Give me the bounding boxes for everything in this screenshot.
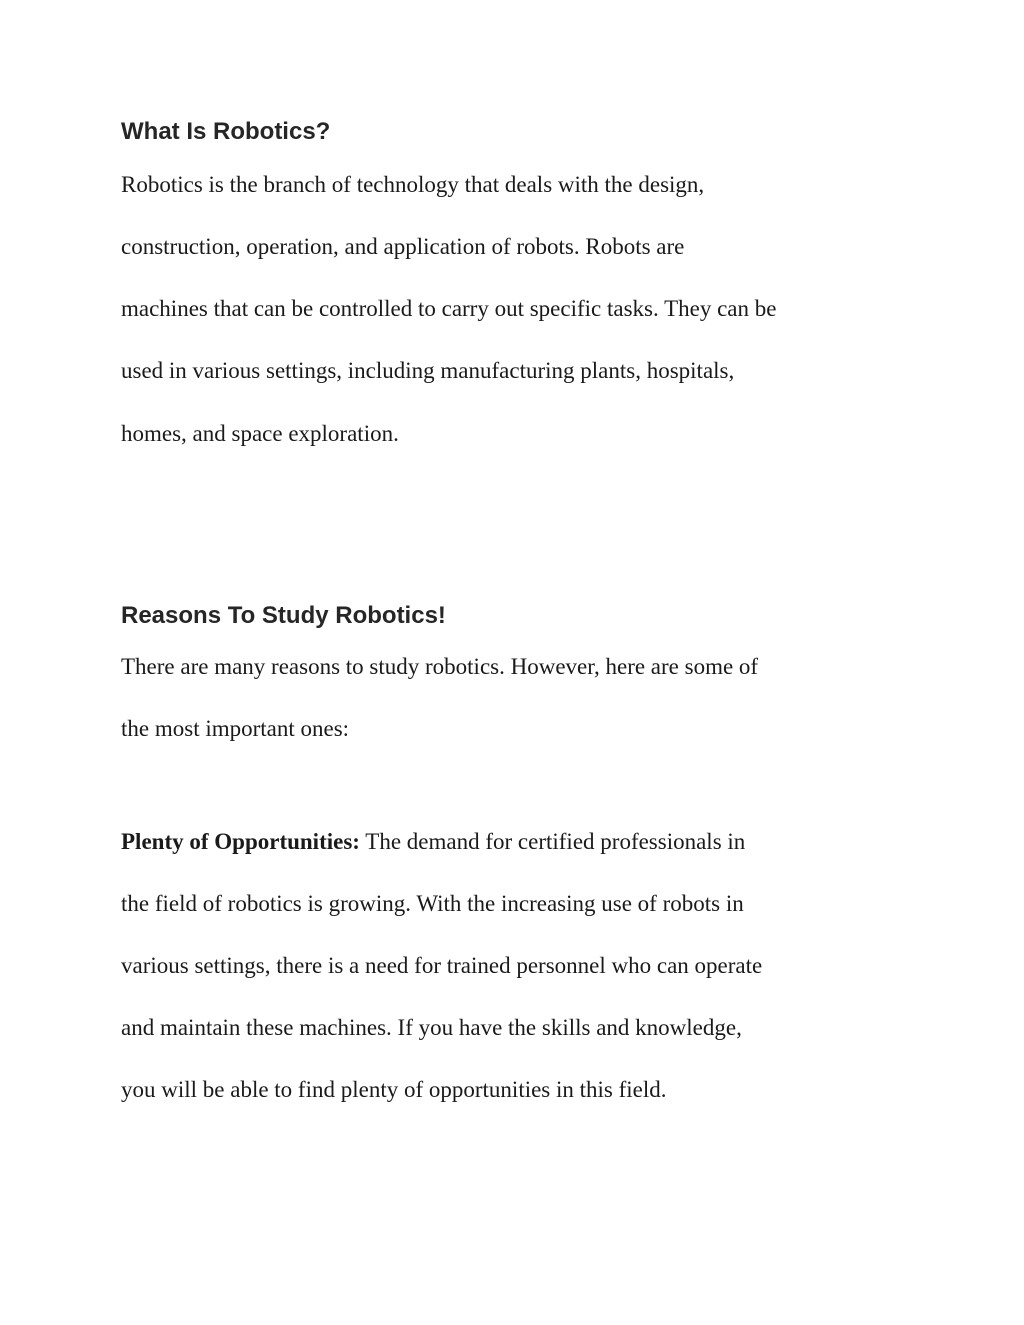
paragraph-line: homes, and space exploration.: [121, 421, 399, 446]
paragraph-line: you will be able to find plenty of opportunities in this field.: [121, 1077, 667, 1102]
paragraph-line: the most important ones:: [121, 716, 350, 741]
paragraph-line: various settings, there is a need for trained personnel who can operate: [121, 953, 763, 978]
paragraph-line: and maintain these machines. If you have the skills and knowledge,: [121, 1015, 742, 1040]
paragraph-line: the field of robotics is growing. With the increasing use of robots in: [121, 891, 744, 916]
opportunities-first-line-text: The demand for certified professionals in: [359, 829, 746, 854]
paragraph-line: construction, operation, and application of robots. Robots are: [121, 234, 685, 259]
paragraph-line: There are many reasons to study robotics. However, here are some of: [121, 654, 759, 679]
opportunities-first-line: [121, 829, 745, 855]
paragraph-line: used in various settings, including manufacturing plants, hospitals,: [121, 358, 735, 383]
opportunities-lead: Plenty of Opportunities:: [121, 829, 360, 854]
paragraph-line: machines that can be controlled to carry out specific tasks. They can be: [121, 296, 777, 321]
heading-reasons-to-study: Reasons To Study Robotics!: [121, 602, 446, 629]
heading-what-is-robotics: What Is Robotics?: [121, 118, 331, 145]
paragraph-line: Robotics is the branch of technology that deals with the design,: [121, 172, 705, 197]
